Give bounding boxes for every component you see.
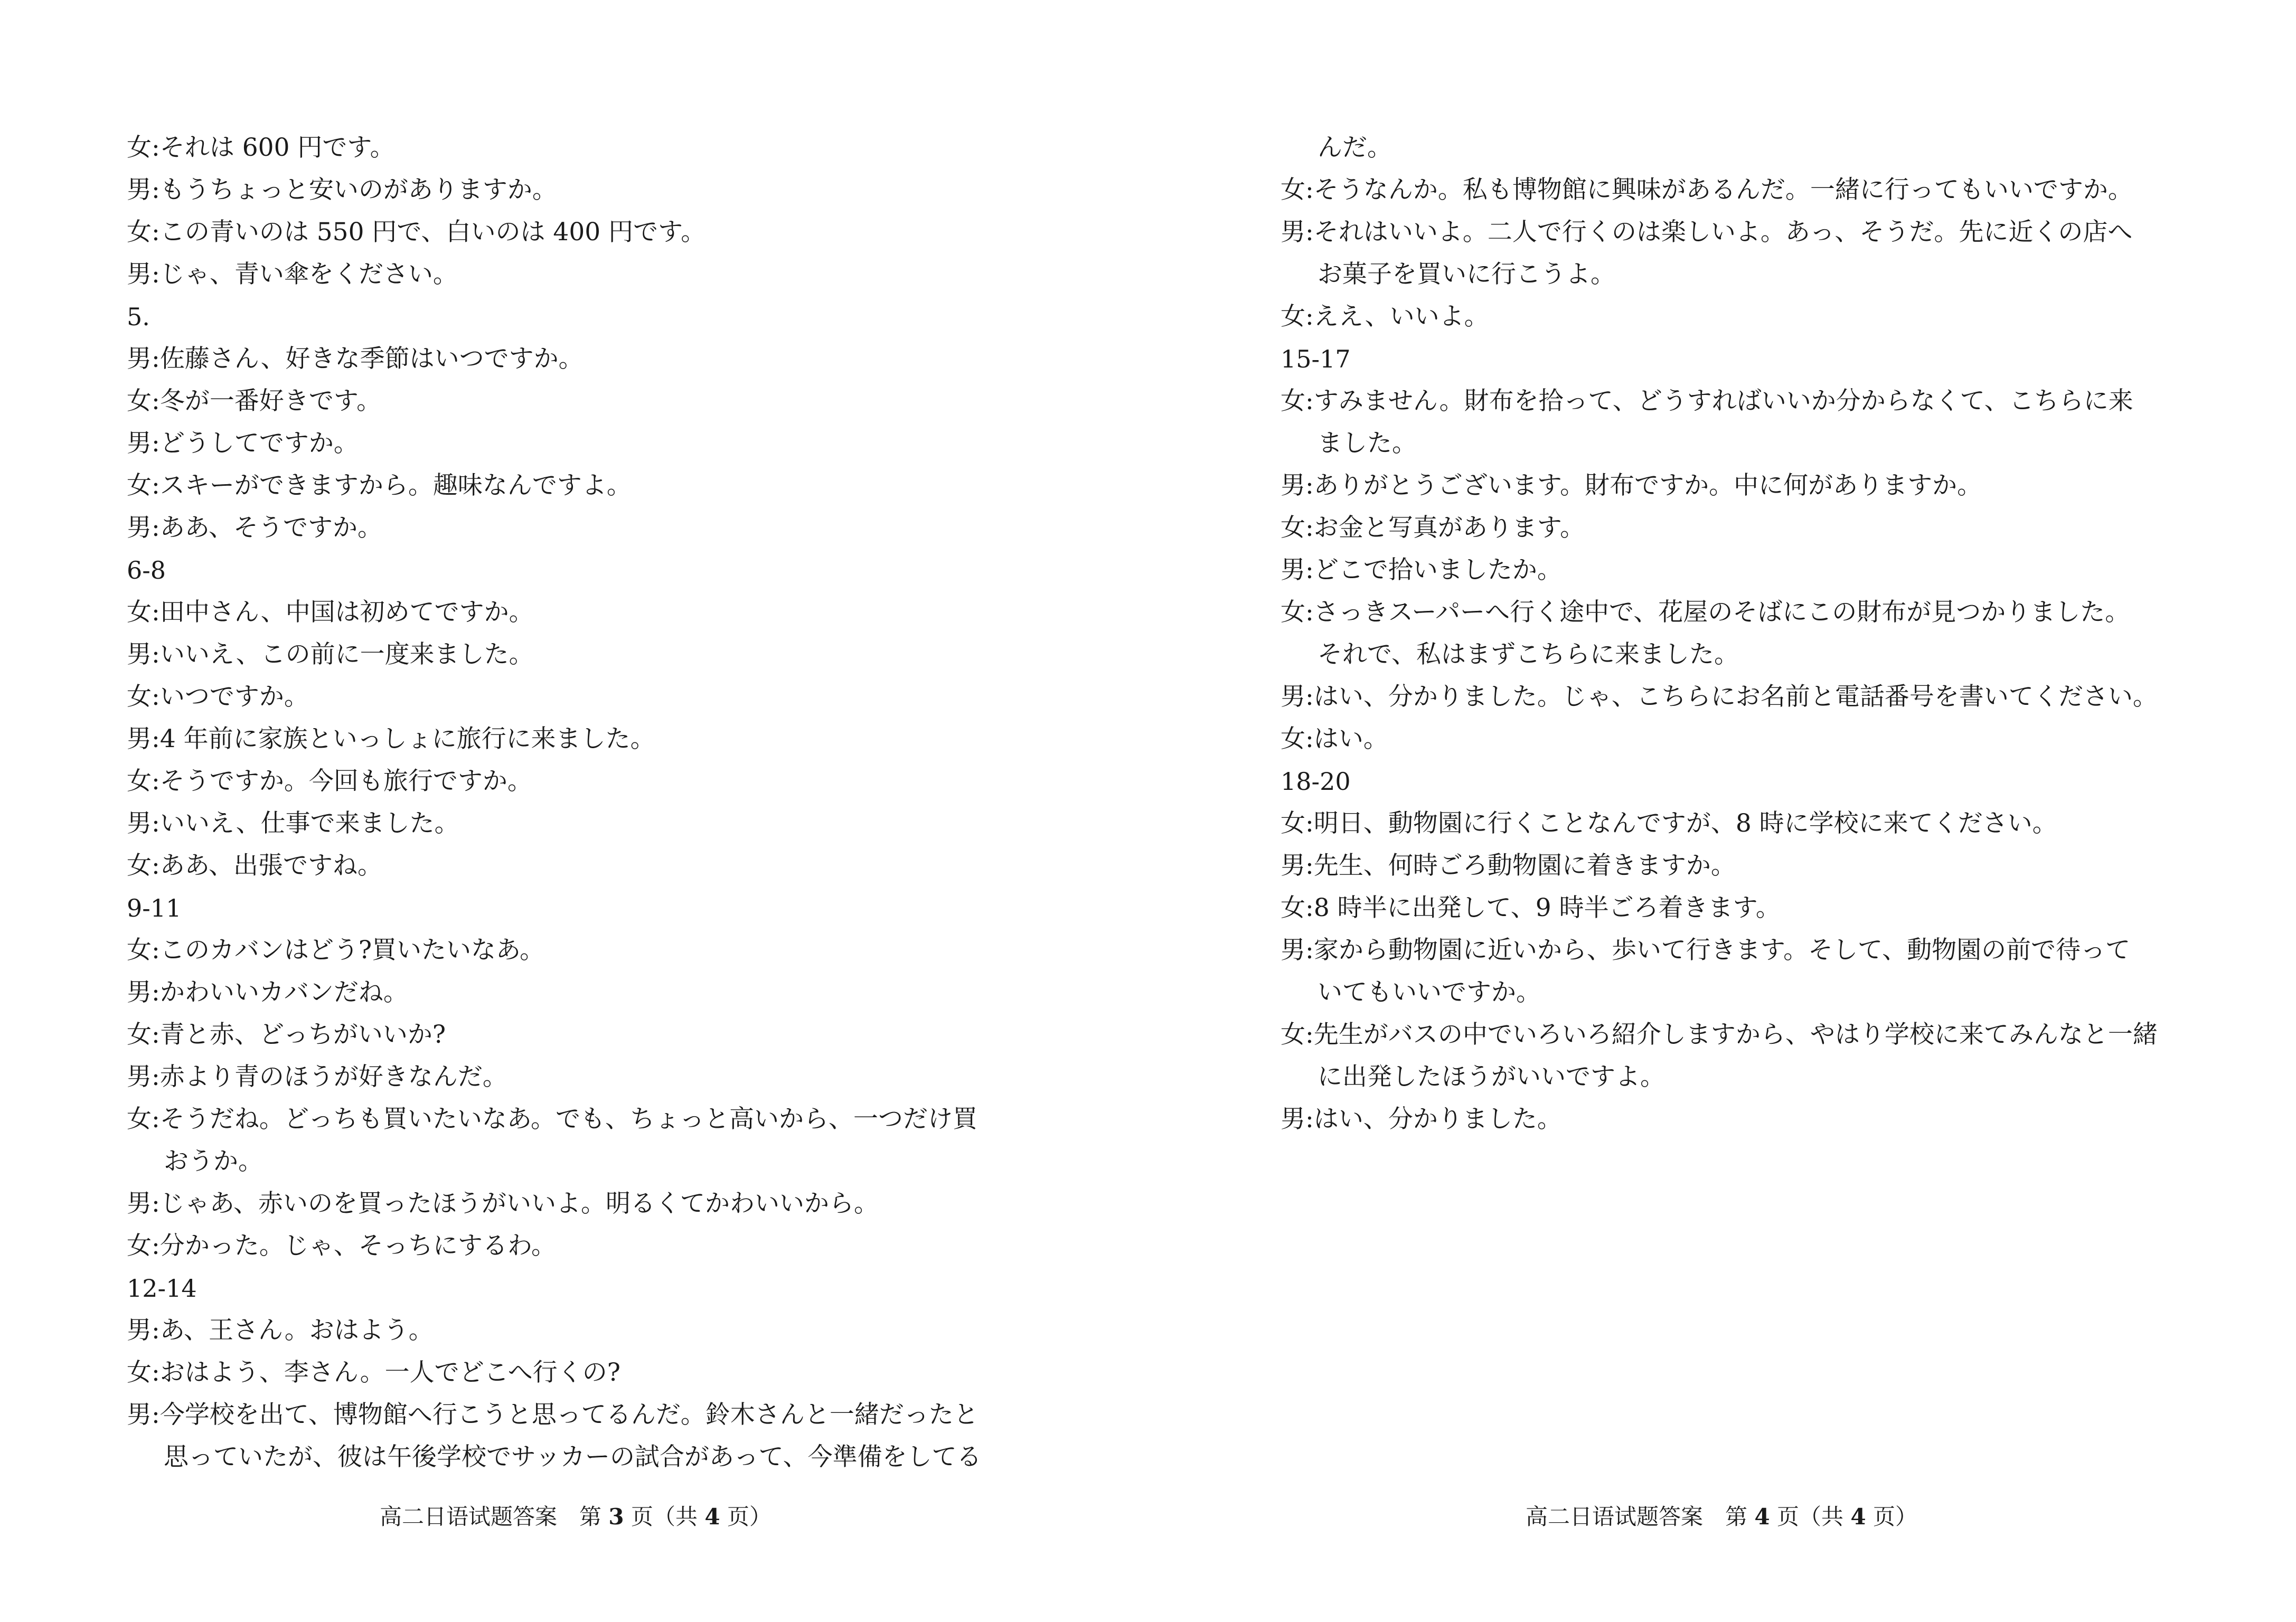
dialogue-line: 女:すみません。財布を拾って、どうすればいいか分からなくて、こちらに来: [1281, 386, 2133, 416]
dialogue-line: 女:おはよう、李さん。一人でどこへ行くの?: [127, 1358, 620, 1387]
dialogue-line-continuation: おうか。: [164, 1147, 263, 1176]
dialogue-line: 男:どこで拾いましたか。: [1281, 555, 1562, 584]
dialogue-line: 女:そうだね。どっちも買いたいなあ。でも、ちょっと高いから、一つだけ買: [127, 1105, 978, 1134]
dialogue-line: 女:スキーができますから。趣味なんですよ。: [127, 471, 632, 500]
dialogue-line: 男:今学校を出て、博物館へ行こうと思ってるんだ。鈴木さんと一緒だったと: [127, 1400, 978, 1429]
dialogue-line: 男:もうちょっと安いのがありますか。: [127, 175, 557, 204]
dialogue-line: 女:ああ、出張ですね。: [127, 851, 382, 880]
dialogue-line: 女:青と赤、どっちがいいか?: [127, 1020, 446, 1049]
footer-mid: 页（共: [631, 1504, 698, 1530]
dialogue-line: 女:8 時半に出発して、9 時半ごろ着きます。: [1281, 893, 1781, 922]
dialogue-line: 女:さっきスーパーへ行く途中で、花屋のそばにこの財布が見つかりました。: [1281, 598, 2130, 627]
dialogue-line: 男:ありがとうございます。財布ですか。中に何がありますか。: [1281, 471, 1982, 500]
section-number: 15-17: [1281, 345, 1351, 373]
dialogue-line: 男:佐藤さん、好きな季節はいつですか。: [127, 344, 584, 373]
dialogue-line: 男:どうしてですか。: [127, 429, 359, 458]
dialogue-line: 女:明日、動物園に行くことなんですが、8 時に学校に来てください。: [1281, 809, 2057, 838]
dialogue-line-continuation: ました。: [1318, 429, 1417, 458]
footer-prefix: 高二日语试题答案 第: [1526, 1504, 1748, 1530]
dialogue-line: 女:それは 600 円です。: [127, 133, 395, 162]
dialogue-line-continuation: いてもいいですか。: [1318, 978, 1541, 1007]
dialogue-line: 男:それはいいよ。二人で行くのは楽しいよ。あっ、そうだ。先に近くの店へ: [1281, 218, 2133, 247]
dialogue-line: 女:先生がバスの中でいろいろ紹介しますから、やはり学校に来てみんなと一緒: [1281, 1020, 2158, 1049]
footer-total-pages: 4: [1850, 1504, 1866, 1530]
footer-mid: 页（共: [1776, 1504, 1843, 1530]
dialogue-line: 女:そうなんか。私も博物館に興味があるんだ。一緒に行ってもいいですか。: [1281, 175, 2133, 204]
dialogue-line: 女:分かった。じゃ、そっちにするわ。: [127, 1231, 556, 1260]
dialogue-line: 男:じゃ、青い傘をください。: [127, 260, 458, 289]
dialogue-line: 男:いいえ、この前に一度来ました。: [127, 640, 534, 669]
dialogue-line: 男:はい、分かりました。じゃ、こちらにお名前と電話番号を書いてください。: [1281, 682, 2158, 711]
dialogue-line: 男:4 年前に家族といっしょに旅行に来ました。: [127, 724, 655, 753]
dialogue-line: 男:ああ、そうですか。: [127, 513, 382, 542]
section-number: 12-14: [127, 1274, 197, 1303]
dialogue-line-continuation: お菓子を買いに行こうよ。: [1318, 260, 1615, 289]
dialogue-line: 男:赤より青のほうが好きなんだ。: [127, 1062, 507, 1091]
section-number: 5.: [127, 303, 150, 331]
left-page-text: [127, 127, 1051, 1478]
dialogue-line-continuation: に出発したほうがいいですよ。: [1318, 1062, 1665, 1091]
dialogue-line: 男:あ、王さん。おはよう。: [127, 1316, 434, 1345]
dialogue-line: 男:いいえ、仕事で来ました。: [127, 809, 459, 838]
dialogue-line-continuation: それで、私はまずこちらに来ました。: [1318, 640, 1739, 669]
footer-suffix: 页）: [727, 1504, 771, 1530]
dialogue-line: 男:家から動物園に近いから、歩いて行きます。そして、動物園の前で待って: [1281, 936, 2131, 965]
dialogue-line-continuation: 思っていたが、彼は午後学校でサッカーの試合があって、今準備をしてる: [164, 1442, 982, 1472]
dialogue-line: 女:この青いのは 550 円で、白いのは 400 円です。: [127, 218, 706, 247]
section-number: 18-20: [1281, 767, 1351, 796]
dialogue-line: 女:ええ、いいよ。: [1281, 302, 1489, 331]
footer-suffix: 页）: [1872, 1504, 1917, 1530]
right-page-text: [1281, 127, 2205, 1140]
dialogue-line: 女:冬が一番好きです。: [127, 386, 382, 416]
dialogue-line: 女:はい。: [1281, 724, 1388, 753]
dialogue-line: 女:そうですか。今回も旅行ですか。: [127, 767, 532, 796]
footer-page-number: 3: [608, 1504, 624, 1530]
dialogue-line: 男:はい、分かりました。: [1281, 1105, 1562, 1134]
dialogue-line: 女:このカバンはどう?買いたいなあ。: [127, 936, 545, 965]
dialogue-line: 男:かわいいカバンだね。: [127, 978, 408, 1007]
dialogue-line-continuation: んだ。: [1318, 133, 1392, 162]
footer-total-pages: 4: [704, 1504, 720, 1530]
page-footer-left: [259, 1498, 892, 1535]
dialogue-line: 女:お金と写真があります。: [1281, 513, 1585, 542]
dialogue-line: 男:先生、何時ごろ動物園に着きますか。: [1281, 851, 1736, 880]
section-number: 9-11: [127, 894, 182, 922]
footer-page-number: 4: [1754, 1504, 1770, 1530]
footer-prefix: 高二日语试题答案 第: [380, 1504, 602, 1530]
dialogue-line: 男:じゃあ、赤いのを買ったほうがいいよ。明るくてかわいいから。: [127, 1189, 879, 1218]
dialogue-line: 女:いつですか。: [127, 682, 309, 711]
section-number: 6-8: [127, 556, 166, 584]
page-footer-right: [1405, 1498, 2038, 1535]
dialogue-line: 女:田中さん、中国は初めてですか。: [127, 598, 534, 627]
